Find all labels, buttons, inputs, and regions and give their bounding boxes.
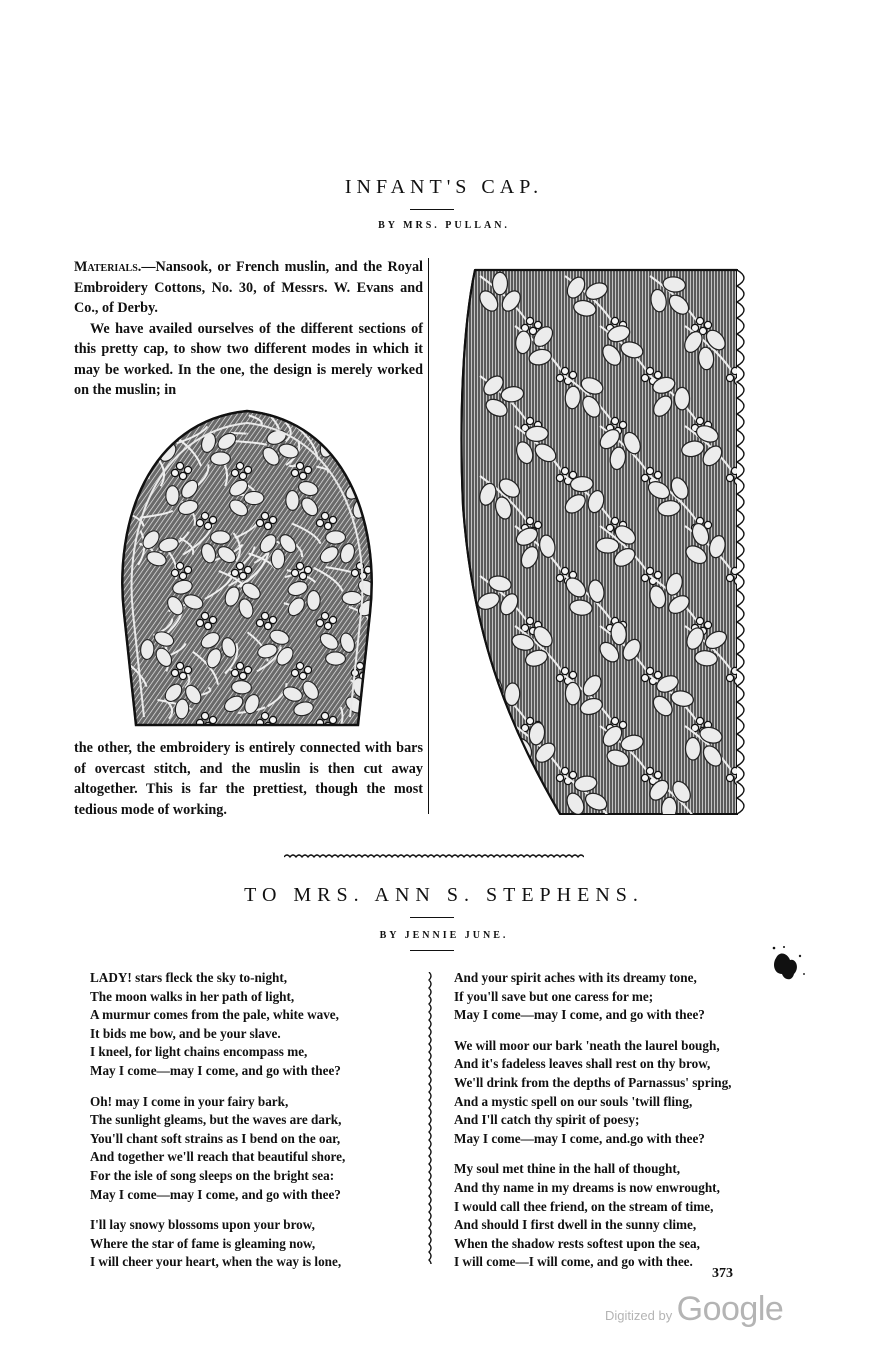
embroidery-berries <box>606 817 626 820</box>
poem-byline-rule <box>410 950 454 951</box>
poem-title: TO MRS. ANN S. STEPHENS. <box>244 884 644 906</box>
digitized-watermark <box>605 1290 783 1329</box>
embroidery-berries <box>351 462 371 479</box>
poem-byline: BY JENNIE JUNE. <box>379 930 509 941</box>
poem-line: My soul met thine in the hall of thought, <box>454 1161 681 1177</box>
poem-line: I kneel, for light chains encompass me, <box>90 1044 308 1060</box>
poem-line: And I'll catch thy spirit of poesy; <box>454 1112 640 1128</box>
poem-line: We will moor our bark 'neath the laurel bough, <box>454 1037 720 1053</box>
poem-line: And a mystic spell on our souls 'twill fling, <box>454 1093 693 1109</box>
poem-line: And together we'll reach that beautiful shore, <box>90 1149 346 1165</box>
poem-line: The moon walks in her path of light, <box>90 988 295 1004</box>
materials-label: Materials. <box>74 259 142 275</box>
poem-line: And your spirit aches with its dreamy tone, <box>454 970 697 985</box>
poem-line: And it's fadeless leaves shall rest on thy brow, <box>454 1056 711 1072</box>
poem-line: And thy name in my dreams is now enwrought, <box>454 1179 720 1195</box>
materials-text: —Nansook, or French muslin, and the Royal Embroidery Cottons, No. 30, of Messrs. W. Evans and Co., of Derby. <box>74 259 423 316</box>
poem-left-column <box>90 969 420 1284</box>
cap-crown-illustration <box>108 403 386 733</box>
paragraph-1: We have availed ourselves of the different sections of this pretty cap, to show two different modes in which it may be worked. In the one, the design is merely worked on the muslin; in <box>74 320 423 398</box>
article-intro <box>74 257 423 401</box>
wavy-separator <box>284 853 584 861</box>
poem-line: When the shadow rests softest upon the sea, <box>454 1235 700 1251</box>
embroidery-berries <box>376 512 386 529</box>
column-divider <box>428 258 429 814</box>
poem-line: I would call thee friend, on the stream of time, <box>454 1198 714 1214</box>
poem-title-rule <box>410 917 454 918</box>
poem-line: I'll lay snowy blossoms upon your brow, <box>90 1217 315 1233</box>
title-rule <box>410 209 454 210</box>
scalloped-edge <box>737 270 744 814</box>
poem-line: May I come—may I come, and.go with thee? <box>454 1130 705 1146</box>
poem-line: May I come—may I come, and go with thee? <box>90 1062 341 1078</box>
poem-line: If you'll save but one caress for me; <box>454 988 654 1004</box>
poem-stanza <box>90 1216 420 1272</box>
article-continuation <box>74 738 423 820</box>
paragraph-2: the other, the embroidery is entirely connected with bars of overcast stitch, and the muslin is then cut away altogether. This is far the prettiest, though the most tedious mode of working. <box>74 740 423 818</box>
google-logo: Google <box>676 1290 784 1328</box>
poem-line: May I come—may I come, and go with thee? <box>454 1007 705 1023</box>
article-title: INFANT'S CAP. <box>344 176 544 198</box>
poem-stanza <box>454 969 794 1025</box>
article-byline: BY MRS. PULLAN. <box>378 220 510 231</box>
poem-stanza <box>90 1093 420 1205</box>
poem-line: Where the star of fame is gleaming now, <box>90 1235 316 1251</box>
page-number: 373 <box>712 1266 733 1281</box>
watermark-prefix: Digitized by <box>605 1308 673 1323</box>
poem-line: May I come—may I come, and go with thee? <box>90 1186 341 1202</box>
poem-stanza <box>454 1037 794 1149</box>
embroidery-berries <box>691 817 711 820</box>
poem-line: Oh! may I come in your fairy bark, <box>90 1093 289 1109</box>
embroidery-berries <box>521 817 541 820</box>
ink-blot <box>770 944 810 986</box>
poem-line: For the isle of song sleeps on the bright sea: <box>90 1167 335 1183</box>
materials-paragraph <box>74 257 423 319</box>
embroidery-leaf <box>470 762 533 820</box>
embroidery-berries <box>376 712 386 729</box>
poem-line: A murmur comes from the pale, white wave, <box>90 1007 339 1023</box>
poem-line: You'll chant soft strains as I bend on the oar, <box>90 1130 341 1146</box>
poem-column-divider <box>424 972 434 1264</box>
poem-line: And should I first dwell in the sunny clime, <box>454 1217 697 1233</box>
poem-stanza <box>454 1160 794 1272</box>
cap-side-illustration <box>455 266 755 820</box>
poem-stanza <box>90 969 420 1081</box>
poem-line: The sunlight gleams, but the waves are dark, <box>90 1112 342 1128</box>
poem-line: I will cheer your heart, when the way is lone, <box>90 1254 342 1270</box>
poem-line: We'll drink from the depths of Parnassus' spring, <box>454 1074 732 1090</box>
poem-right-column <box>454 969 794 1284</box>
embroidery-berries <box>376 612 386 629</box>
poem-line: It bids me bow, and be your slave. <box>90 1025 281 1041</box>
poem-line: LADY! stars fleck the sky to-night, <box>90 970 288 985</box>
poem-line: I will come—I will come, and go with thee. <box>454 1254 693 1270</box>
